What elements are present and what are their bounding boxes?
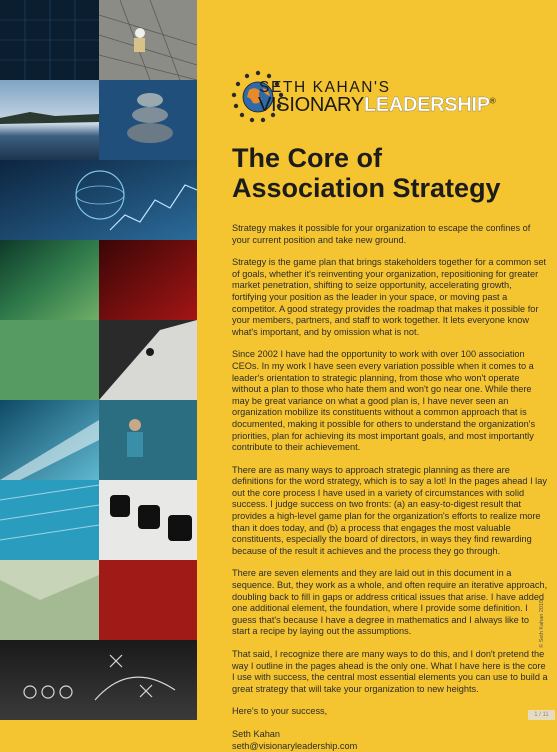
photo-tile-medical-team (99, 400, 197, 480)
title-line-1: The Core of (232, 143, 383, 173)
paragraph: Since 2002 I have had the opportunity to work with over 100 association CEOs. In my work I have seen every variation possible when it comes to a leader's orientation to strategic planning, from those who won't operate without a plan to those who hate them and won't go near one. While there may be great variance on what a good plan is, I have never seen an organization mobilize its constituents without a common approach that is documented, making it possible for others to understand the organization's priorities, plan for achieving its most important goals, and most importantly contribute to their achievement. (232, 349, 536, 453)
photo-tile-construction-worker (99, 0, 197, 80)
paragraph: Here's to your success, (232, 706, 328, 717)
signature-name: Seth Kahan (232, 728, 281, 739)
paragraph: Strategy makes it possible for your organization to escape the confines of your current position and take new ground. (232, 223, 531, 245)
body-text (232, 223, 548, 752)
brand-name-leadership: LEADERSHIP (363, 94, 490, 116)
registered-mark: ® (489, 96, 496, 106)
photo-tile-red-abstract (99, 240, 197, 320)
page-title (232, 143, 501, 203)
photo-collage-strip (0, 0, 197, 720)
paragraph: There are as many ways to approach strategic planning as there are definitions for the word strategy, which is to say a lot! In the pages ahead I lay out the core process I have used in a variety of circumstances with solid success. I judge success on two fronts: (a) an easy-to-digest result that provides a high-level game plan for the organization's efforts to realize more than it does today, and (b) a process that engages the most valuable constituents, especially the board of directors, in ways they find rewarding because of the result it achieves and the process they go through. (232, 464, 547, 556)
paragraph: Strategy is the game plan that brings stakeholders together for a common set of goals, whether it's reinventing your organization, repositioning for greater market penetration, shifting to seize opportunity, accelerating growth, fortifying your position as the leader in your space, or moving past a competitor. A good strategy provides the roadmap that makes it possible for your members, partners, and staff to work together. It lets everyone know what's important, and by omission what is not. (232, 257, 547, 337)
photo-tile-chalkboard-play (0, 640, 197, 720)
paragraph: There are seven elements and they are laid out in this document in a sequence. But, they work as a whole, and often require an iterative approach, doubling back to fill in gaps or address critical issues that arise. I have added one additional element, the foundation, where I provide some definition. I guess that's because I have a degree in mathematics and I always like to start a recipe by laying out the assumptions. (232, 568, 548, 637)
photo-tile-digital-globe (0, 160, 197, 240)
content-column (197, 0, 557, 751)
title-line-2: Association Strategy (232, 173, 501, 203)
signature-email: seth@visionaryleadership.com (232, 740, 358, 751)
signature (232, 729, 548, 752)
brand-name-bottom (258, 94, 495, 117)
brand-name-visionary: VISIONARY (258, 94, 364, 116)
copyright-note: © Seth Kahan 2018 (539, 599, 545, 648)
brand-name-top: SETH KAHAN'S (259, 79, 391, 96)
page-number-badge: 1 / 11 (528, 710, 555, 720)
paragraph: That said, I recognize there are many ways to do this, and I don't pretend the way I outline in the pages ahead is the only one. What I have here is the core I use with success, the central most essential elements you can use to build a great strategy that will take your organization to new heights. (232, 649, 548, 694)
photo-tile-green-leaf (0, 240, 99, 320)
